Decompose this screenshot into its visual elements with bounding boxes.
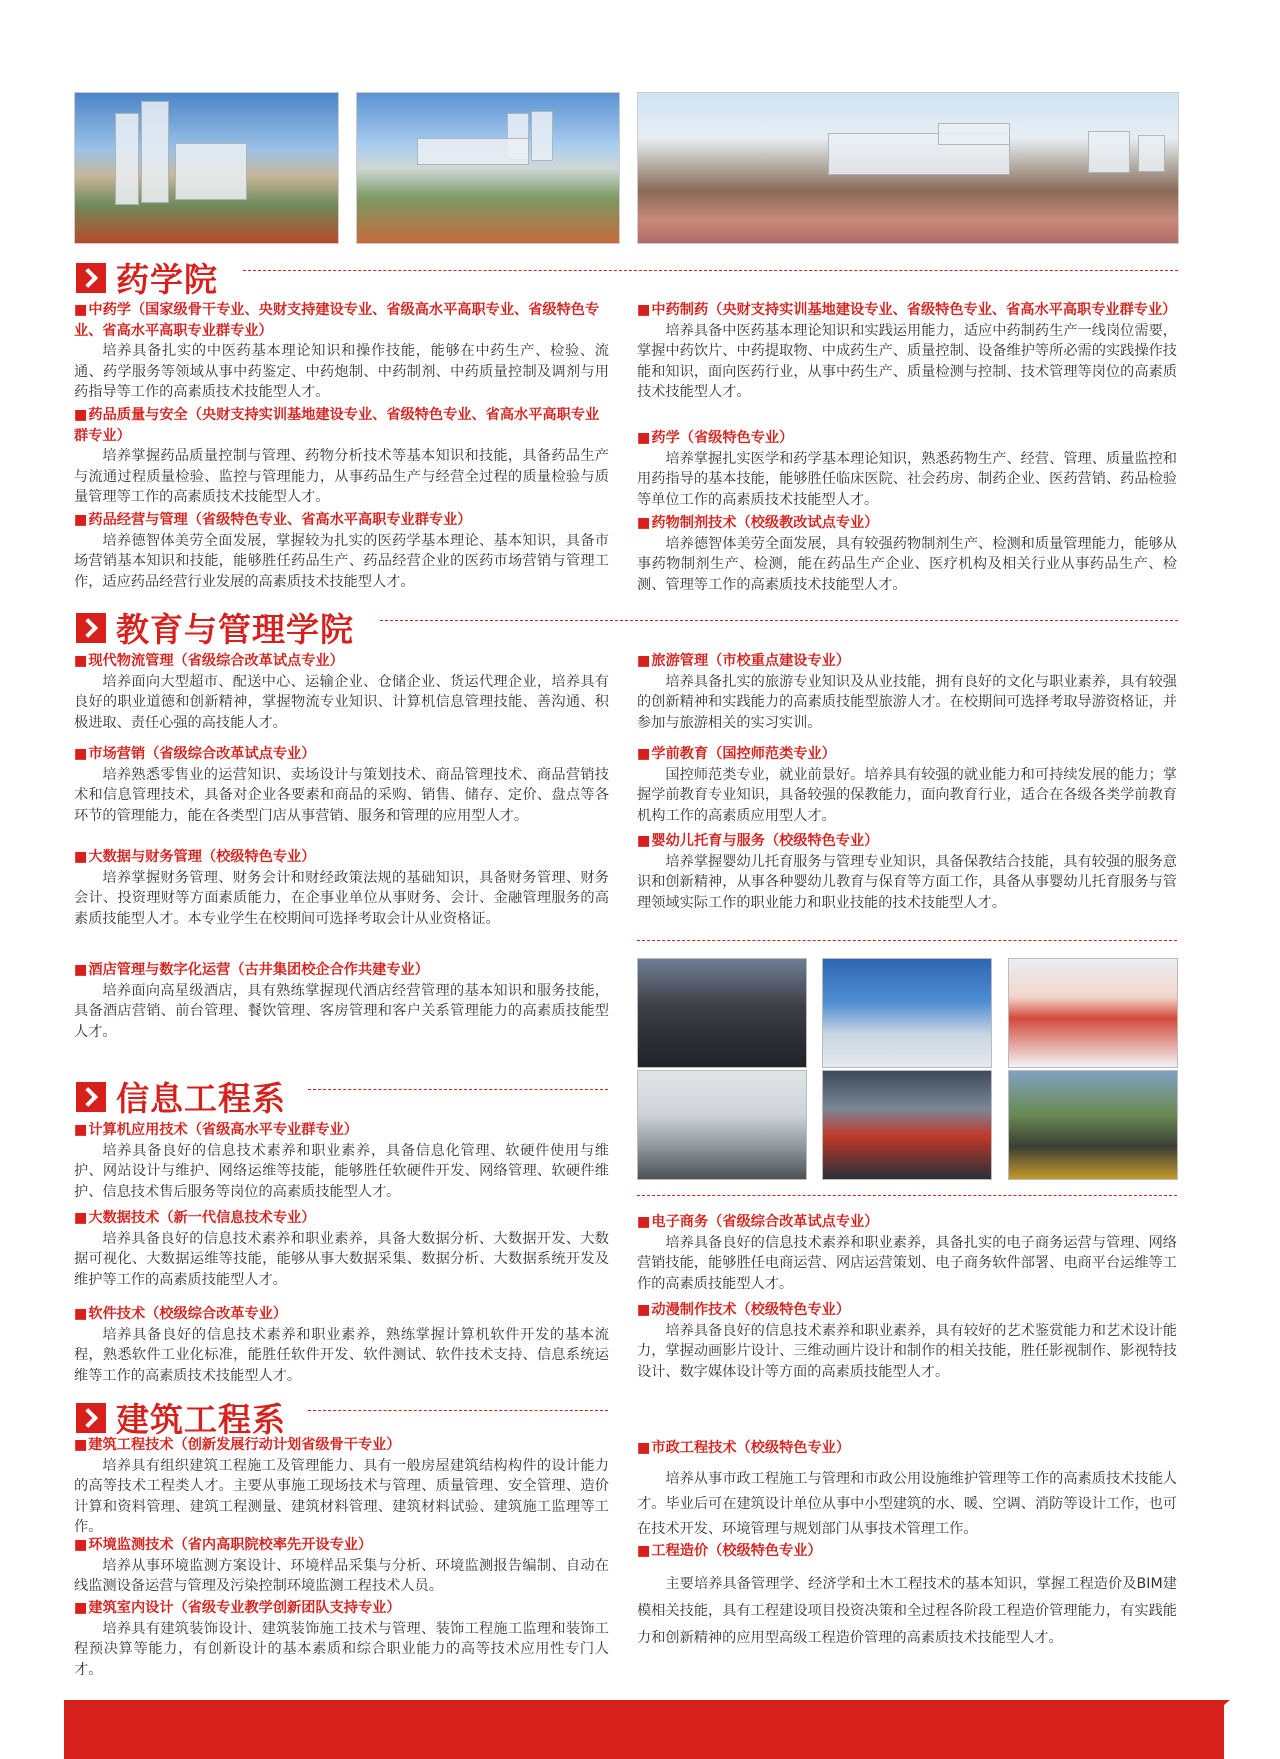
major-desc: 培养面向大型超市、配送中心、运输企业、仓储企业、货运代理企业，培养具有良好的职业道德和创新精神，掌握物流专业知识、计算机信息管理技能、善沟通、积极进取、责任心强的高技能人才。 bbox=[74, 673, 609, 731]
major-block bbox=[74, 510, 609, 592]
major-title: ■ 学前教育（国控师范类专业） bbox=[637, 744, 1177, 765]
section-divider bbox=[380, 620, 1178, 621]
section-title-architecture: 建筑工程系 bbox=[116, 1400, 286, 1439]
section-title-education: 教育与管理学院 bbox=[116, 610, 354, 649]
major-block bbox=[74, 1304, 609, 1386]
major-block bbox=[74, 1535, 609, 1597]
major-title: ■ 建筑室内设计（省级专业教学创新团队支持专业） bbox=[74, 1598, 609, 1619]
section-header-info bbox=[76, 1073, 286, 1120]
major-title: ■ 大数据技术（新一代信息技术专业） bbox=[74, 1208, 609, 1229]
major-title: ■ 酒店管理与数字化运营（古井集团校企合作共建专业） bbox=[74, 960, 609, 981]
major-desc: 培养具有组织建筑工程施工及管理能力、具有一般房屋建筑结构构件的设计能力的高等技术工程类人才。主要从事施工现场技术与管理、质量管理、安全管理、造价计算和资料管理、建筑工程测量、建筑材料管理、建筑材料试验、建筑施工监理等工作。 bbox=[74, 1457, 609, 1536]
major-desc: 培养具备良好的信息技术素养和职业素养，具有较好的艺术鉴赏能力和艺术设计能力，掌握动画影片设计、三维动画片设计和制作的相关技能，胜任影视制作、影视特技设计、数字媒体设计等方面的高素质技能型人才。 bbox=[637, 1322, 1177, 1380]
major-title: ■ 工程造价（校级特色专业） bbox=[637, 1538, 1177, 1565]
major-block bbox=[74, 651, 609, 733]
major-desc: 培养具备扎实的旅游专业知识及从业技能，拥有良好的文化与职业素养，具有较强的创新精神和实践能力的高素质技能型旅游人才。在校期间可选择考取导游资格证，并参加与旅游相关的实习实训。 bbox=[637, 673, 1177, 731]
major-title: ■ 中药学（国家级骨干专业、央财支持建设专业、省级高水平高职专业、省级特色专业、省高水平高职专业群专业） bbox=[74, 300, 609, 341]
major-block bbox=[637, 428, 1177, 510]
section-divider bbox=[637, 1195, 1177, 1196]
major-title: ■ 药学（省级特色专业） bbox=[637, 428, 1177, 449]
footer-band-corner bbox=[1160, 1700, 1230, 1759]
major-block bbox=[637, 831, 1177, 913]
major-title: ■ 计算机应用技术（省级高水平专业群专业） bbox=[74, 1120, 609, 1141]
major-block bbox=[637, 513, 1177, 595]
major-title: ■ 动漫制作技术（校级特色专业） bbox=[637, 1300, 1177, 1321]
major-desc: 培养具有建筑装饰设计、建筑装饰施工技术与管理、装饰工程施工监理和装饰工程预决算等能力，有创新设计的基本素质和综合职业能力的高等技术应用性专门人才。 bbox=[74, 1620, 609, 1678]
major-block bbox=[74, 960, 609, 1042]
major-title: ■ 中药制药（央财支持实训基地建设专业、省级特色专业、省高水平高职专业群专业） bbox=[637, 300, 1177, 321]
major-title: ■ 电子商务（省级综合改革试点专业） bbox=[637, 1212, 1177, 1233]
major-desc: 培养具备良好的信息技术素养和职业素养，具备大数据分析、大数据开发、大数据可视化、大数据运维等技能，能够从事大数据采集、数据分析、大数据系统开发及维护等工作的高素质技能型人才。 bbox=[74, 1230, 609, 1288]
major-block bbox=[637, 651, 1177, 733]
major-desc: 培养具备中医药基本理论知识和实践运用能力，适应中药制药生产一线岗位需要，掌握中药饮片、中药提取物、中成药生产、质量控制、设备维护等所必需的实践操作技能和知识，面向医药行业，从事中药生产、质量检测与控制、技术管理等岗位的高素质技术技能型人才。 bbox=[637, 322, 1177, 401]
campus-photo-plaza bbox=[356, 92, 620, 244]
section-header-pharmacy bbox=[76, 254, 218, 301]
major-desc: 培养具备良好的信息技术素养和职业素养，具备信息化管理、软硬件使用与维护、网站设计与维护、网络运维等技能，能够胜任软硬件开发、网络管理、软硬件维护、信息技术售后服务等岗位的高素质技能型人才。 bbox=[74, 1142, 609, 1200]
section-divider bbox=[243, 270, 1178, 271]
major-block bbox=[637, 744, 1177, 826]
major-title: ■ 软件技术（校级综合改革专业） bbox=[74, 1304, 609, 1325]
major-desc: 培养具备良好的信息技术素养和职业素养，具备扎实的电子商务运营与管理、网络营销技能，能够胜任电商运营、网店运营策划、电子商务软件部署、电商平台运维等工作的高素质技能型人才。 bbox=[637, 1234, 1177, 1292]
photo-kitchen-training bbox=[637, 1070, 807, 1180]
major-title: ■ 药品经营与管理（省级特色专业、省高水平高职专业群专业） bbox=[74, 510, 609, 531]
campus-photo-panorama bbox=[637, 92, 1179, 244]
photo-medical-training bbox=[1008, 958, 1178, 1068]
major-title: ■ 旅游管理（市校重点建设专业） bbox=[637, 651, 1177, 672]
major-desc: 培养掌握财务管理、财务会计和财经政策法规的基础知识，具备财务管理、财务会计、投资理财等方面素质能力，在企事业单位从事财务、会计、金融管理服务的高素质技能型人才。本专业学生在校期间可选择考取会计从业资格证。 bbox=[74, 869, 609, 927]
major-desc: 培养从事环境监测方案设计、环境样品采集与分析、环境监测报告编制、自动在线监测设备运营与管理及污染控制环境监测工程技术人员。 bbox=[74, 1557, 609, 1595]
major-title: ■ 市场营销（省级综合改革试点专业） bbox=[74, 744, 609, 765]
major-block bbox=[637, 1538, 1177, 1652]
section-arrow-icon bbox=[76, 1403, 106, 1433]
photo-computer-lab bbox=[822, 958, 992, 1068]
section-divider bbox=[308, 1410, 608, 1411]
major-block bbox=[637, 1300, 1177, 1382]
photo-robot-lab bbox=[822, 1070, 992, 1180]
major-title: ■ 市政工程技术（校级特色专业） bbox=[637, 1436, 1177, 1461]
major-desc: 培养从事市政工程施工与管理和市政公用设施维护管理等工作的高素质技术技能人才。毕业后可在建筑设计单位从事中小型建筑的水、暖、空调、消防等设计工作，也可在技术开发、环境管理与规划部门从事技术管理工作。 bbox=[637, 1471, 1177, 1537]
major-desc: 培养熟悉零售业的运营知识、卖场设计与策划技术、商品管理技术、商品营销技术和信息管理技术，具备对企业各要素和商品的采购、销售、储存、定价、盘点等各环节的管理能力，能在各类型门店从事营销、服务和管理的应用型人才。 bbox=[74, 766, 609, 824]
major-block bbox=[74, 847, 609, 929]
section-arrow-icon bbox=[76, 1082, 106, 1112]
section-title-info: 信息工程系 bbox=[116, 1079, 286, 1118]
major-title: ■ 环境监测技术（省内高职院校率先开设专业） bbox=[74, 1535, 609, 1556]
major-block bbox=[74, 1208, 609, 1290]
photo-graduation bbox=[637, 958, 807, 1068]
major-desc: 培养具备扎实的中医药基本理论知识和操作技能，能够在中药生产、检验、流通、药学服务等领域从事中药鉴定、中药炮制、中药制剂、中药质量控制及调剂与用药指导等工作的高素质技术技能型人才。 bbox=[74, 343, 609, 401]
major-title: ■ 婴幼儿托育与服务（校级特色专业） bbox=[637, 831, 1177, 852]
major-block bbox=[74, 300, 609, 403]
major-desc: 培养面向高星级酒店，具有熟练掌握现代酒店经营管理的基本知识和服务技能，具备酒店营销、前台管理、餐饮管理、客房管理和客户关系管理能力的高素质技能型人才。 bbox=[74, 982, 609, 1040]
photo-surveying bbox=[1008, 1070, 1178, 1180]
section-header-architecture bbox=[76, 1394, 286, 1441]
major-title: ■ 药物制剂技术（校级教改试点专业） bbox=[637, 513, 1177, 534]
major-title: ■ 药品质量与安全（央财支持实训基地建设专业、省级特色专业、省高水平高职专业群专业） bbox=[74, 405, 609, 446]
section-divider bbox=[308, 1089, 608, 1090]
major-desc: 培养掌握扎实医学和药学基本理论知识，熟悉药物生产、经营、管理、质量监控和用药指导的基本技能，能够胜任临床医院、社会药房、制药企业、医药营销、药品检验等单位工作的高素质技术技能型人才。 bbox=[637, 450, 1177, 508]
major-block bbox=[74, 1598, 609, 1680]
campus-photo-towers bbox=[74, 92, 339, 244]
section-arrow-icon bbox=[76, 613, 106, 643]
major-block bbox=[74, 744, 609, 826]
major-desc: 培养具备良好的信息技术素养和职业素养，熟练掌握计算机软件开发的基本流程，熟悉软件工业化标准，能胜任软件开发、软件测试、软件技术支持、信息系统运维等工作的高素质技术技能型人才。 bbox=[74, 1326, 609, 1384]
major-block bbox=[637, 1436, 1177, 1542]
major-desc: 培养掌握药品质量控制与管理、药物分析技术等基本知识和技能，具备药品生产与流通过程质量检验、监控与管理能力，从事药品生产与经营全过程的质量检验与质量管理等工作的高素质技术技能型人才。 bbox=[74, 448, 609, 506]
footer-band bbox=[64, 1700, 1224, 1759]
major-desc: 培养德智体美劳全面发展，具有较强药物制剂生产、检测和质量管理能力，能够从事药物制剂生产、检测，能在药品生产企业、医疗机构及相关行业从事药品生产、检测、管理等工作的高素质技术技能型人才。 bbox=[637, 535, 1177, 593]
section-header-education bbox=[76, 604, 354, 651]
major-desc: 国控师范类专业，就业前景好。培养具有较强的就业能力和可持续发展的能力；掌握学前教育专业知识，具备较强的保教能力，面向教育行业，适合在各级各类学前教育机构工作的高素质应用型人才。 bbox=[637, 766, 1177, 824]
major-block bbox=[637, 1212, 1177, 1294]
major-block bbox=[637, 300, 1177, 403]
major-title: ■ 现代物流管理（省级综合改革试点专业） bbox=[74, 651, 609, 672]
major-block bbox=[74, 1120, 609, 1202]
section-divider bbox=[637, 940, 1177, 941]
major-title: ■ 大数据与财务管理（校级特色专业） bbox=[74, 847, 609, 868]
section-arrow-icon bbox=[76, 263, 106, 293]
major-title: ■ 建筑工程技术（创新发展行动计划省级骨干专业） bbox=[74, 1435, 609, 1456]
major-block bbox=[74, 405, 609, 508]
major-desc: 主要培养具备管理学、经济学和土木工程技术的基本知识，掌握工程造价及BIM建模相关技能，具有工程建设项目投资决策和全过程各阶段工程造价管理能力，有实践能力和创新精神的应用型高级工程造价管理的高素质技术技能型人才。 bbox=[637, 1576, 1177, 1646]
major-desc: 培养掌握婴幼儿托育服务与管理专业知识，具备保教结合技能，具有较强的服务意识和创新精神，从事各种婴幼儿教育与保育等方面工作，具备从事婴幼儿托育服务与管理领域实际工作的职业能力和职业技能的技术技能型人才。 bbox=[637, 853, 1177, 911]
major-block bbox=[74, 1435, 609, 1538]
major-desc: 培养德智体美劳全面发展，掌握较为扎实的医药学基本理论、基本知识，具备市场营销基本知识和技能，能够胜任药品生产、药品经营企业的医药市场营销与管理工作，适应药品经营行业发展的高素质技术技能型人才。 bbox=[74, 532, 609, 590]
section-title-pharmacy: 药学院 bbox=[116, 260, 218, 299]
